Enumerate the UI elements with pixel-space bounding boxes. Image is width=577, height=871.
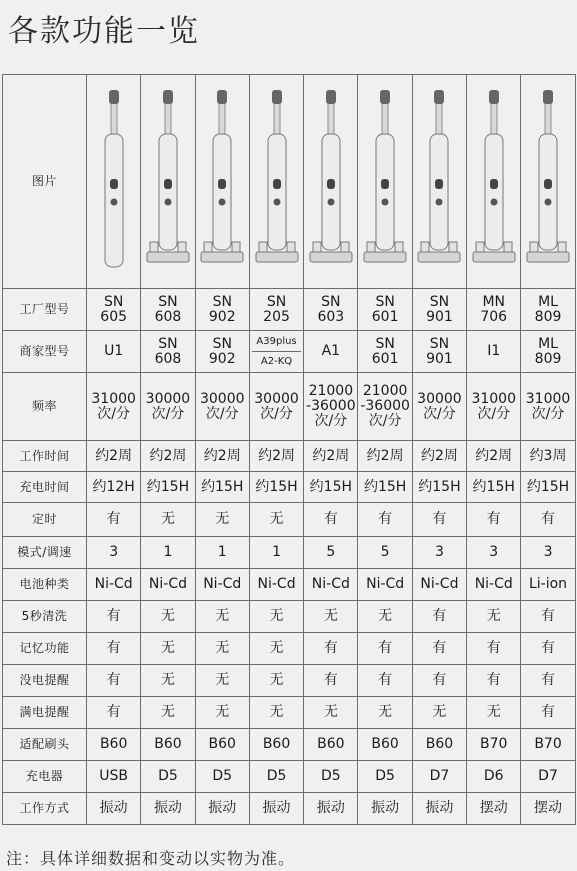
table-cell: Ni-Cd bbox=[87, 569, 141, 601]
product-image-cell bbox=[467, 75, 521, 289]
table-cell: Ni-Cd bbox=[358, 569, 412, 601]
product-image-cell bbox=[195, 75, 249, 289]
table-cell: 有 bbox=[412, 601, 466, 633]
table-cell: B60 bbox=[358, 729, 412, 761]
table-cell: 无 bbox=[141, 665, 195, 697]
row-label: 模式/调速 bbox=[3, 537, 87, 569]
table-cell: 无 bbox=[195, 665, 249, 697]
table-cell: 无 bbox=[141, 633, 195, 665]
table-cell: 振动 bbox=[141, 793, 195, 825]
table-cell: B60 bbox=[412, 729, 466, 761]
table-cell: Li-ion bbox=[521, 569, 575, 601]
table-cell: 无 bbox=[412, 697, 466, 729]
product-image-cell bbox=[521, 75, 575, 289]
table-cell: A1 bbox=[304, 331, 358, 373]
table-cell: 3 bbox=[412, 537, 466, 569]
table-cell: 无 bbox=[141, 503, 195, 537]
table-cell: 约2周 bbox=[304, 441, 358, 472]
table-row bbox=[3, 537, 576, 569]
table-cell: 摆动 bbox=[467, 793, 521, 825]
table-cell: 约15H bbox=[412, 472, 466, 503]
table-cell: B60 bbox=[87, 729, 141, 761]
table-cell: SN 601 bbox=[358, 331, 412, 373]
row-label: 记忆功能 bbox=[3, 633, 87, 665]
table-cell: SN 608 bbox=[141, 289, 195, 331]
table-cell: 有 bbox=[304, 503, 358, 537]
table-cell: 振动 bbox=[249, 793, 303, 825]
table-cell: 无 bbox=[358, 601, 412, 633]
table-cell: 约2周 bbox=[467, 441, 521, 472]
table-cell: SN 608 bbox=[141, 331, 195, 373]
table-cell: 无 bbox=[249, 697, 303, 729]
table-cell: 无 bbox=[467, 601, 521, 633]
product-image-cell bbox=[358, 75, 412, 289]
toothbrush-image bbox=[253, 82, 301, 282]
table-row bbox=[3, 75, 576, 289]
feature-comparison-table bbox=[2, 74, 576, 825]
row-label: 没电提醒 bbox=[3, 665, 87, 697]
table-cell: 约15H bbox=[521, 472, 575, 503]
table-cell: 21000 -36000 次/分 bbox=[304, 373, 358, 441]
table-cell: D7 bbox=[521, 761, 575, 793]
table-cell: MN 706 bbox=[467, 289, 521, 331]
table-cell: 约3周 bbox=[521, 441, 575, 472]
table-cell: 有 bbox=[358, 503, 412, 537]
table-cell: Ni-Cd bbox=[412, 569, 466, 601]
table-cell: D5 bbox=[195, 761, 249, 793]
row-label: 图片 bbox=[3, 75, 87, 289]
table-cell: 有 bbox=[521, 503, 575, 537]
table-cell: USB bbox=[87, 761, 141, 793]
row-label: 工作时间 bbox=[3, 441, 87, 472]
table-cell: 无 bbox=[467, 697, 521, 729]
table-cell: D7 bbox=[412, 761, 466, 793]
row-label: 定时 bbox=[3, 503, 87, 537]
table-cell: 约2周 bbox=[412, 441, 466, 472]
table-row bbox=[3, 601, 576, 633]
table-cell: SN 205 bbox=[249, 289, 303, 331]
table-cell: 无 bbox=[195, 697, 249, 729]
table-cell: D5 bbox=[358, 761, 412, 793]
table-row bbox=[3, 569, 576, 601]
table-cell: Ni-Cd bbox=[141, 569, 195, 601]
table-row bbox=[3, 503, 576, 537]
table-cell: 有 bbox=[412, 503, 466, 537]
table-cell: ML 809 bbox=[521, 289, 575, 331]
table-cell: 21000 -36000 次/分 bbox=[358, 373, 412, 441]
table-cell: 约15H bbox=[358, 472, 412, 503]
table-cell: 有 bbox=[521, 665, 575, 697]
row-label: 充电时间 bbox=[3, 472, 87, 503]
table-cell: 振动 bbox=[87, 793, 141, 825]
table-cell: SN 601 bbox=[358, 289, 412, 331]
row-label: 5秒清洗 bbox=[3, 601, 87, 633]
table-cell: SN 605 bbox=[87, 289, 141, 331]
table-cell: 无 bbox=[141, 601, 195, 633]
row-label: 适配刷头 bbox=[3, 729, 87, 761]
table-cell: 30000 次/分 bbox=[249, 373, 303, 441]
table-cell: ML 809 bbox=[521, 331, 575, 373]
table-cell: 振动 bbox=[358, 793, 412, 825]
table-cell: 无 bbox=[195, 633, 249, 665]
table-cell: 1 bbox=[141, 537, 195, 569]
table-cell: 有 bbox=[87, 633, 141, 665]
model-name-bottom: A2-KQ bbox=[260, 356, 293, 367]
table-cell: U1 bbox=[87, 331, 141, 373]
table-cell: 有 bbox=[412, 633, 466, 665]
table-cell: 约2周 bbox=[87, 441, 141, 472]
table-cell: 31000 次/分 bbox=[87, 373, 141, 441]
table-cell: 无 bbox=[358, 697, 412, 729]
table-cell: 约15H bbox=[467, 472, 521, 503]
table-cell: 30000 次/分 bbox=[412, 373, 466, 441]
table-cell: 31000 次/分 bbox=[467, 373, 521, 441]
table-cell: Ni-Cd bbox=[467, 569, 521, 601]
table-cell: 有 bbox=[521, 633, 575, 665]
row-label: 商家型号 bbox=[3, 331, 87, 373]
table-cell: 1 bbox=[249, 537, 303, 569]
product-image-cell bbox=[141, 75, 195, 289]
table-row bbox=[3, 441, 576, 472]
table-cell: B70 bbox=[521, 729, 575, 761]
table-cell: B60 bbox=[195, 729, 249, 761]
table-cell: SN 902 bbox=[195, 289, 249, 331]
table-cell: 约2周 bbox=[195, 441, 249, 472]
table-cell: 有 bbox=[412, 665, 466, 697]
table-cell: 3 bbox=[87, 537, 141, 569]
table-cell: 30000 次/分 bbox=[195, 373, 249, 441]
table-row bbox=[3, 761, 576, 793]
table-row bbox=[3, 472, 576, 503]
table-row bbox=[3, 697, 576, 729]
row-label: 频率 bbox=[3, 373, 87, 441]
table-cell: SN 902 bbox=[195, 331, 249, 373]
product-image-cell bbox=[412, 75, 466, 289]
table-cell: 振动 bbox=[304, 793, 358, 825]
table-cell: D6 bbox=[467, 761, 521, 793]
table-cell: 有 bbox=[521, 601, 575, 633]
table-cell: B60 bbox=[249, 729, 303, 761]
table-cell: 1 bbox=[195, 537, 249, 569]
table-cell: 有 bbox=[521, 697, 575, 729]
toothbrush-image bbox=[198, 82, 246, 282]
table-cell: 30000 次/分 bbox=[141, 373, 195, 441]
row-label: 工作方式 bbox=[3, 793, 87, 825]
table-cell: 约12H bbox=[87, 472, 141, 503]
table-row bbox=[3, 633, 576, 665]
table-cell: 有 bbox=[87, 503, 141, 537]
table-cell: 3 bbox=[467, 537, 521, 569]
table-cell: 有 bbox=[358, 665, 412, 697]
table-cell: D5 bbox=[249, 761, 303, 793]
table-cell: B60 bbox=[304, 729, 358, 761]
table-cell: SN 901 bbox=[412, 331, 466, 373]
table-cell: Ni-Cd bbox=[249, 569, 303, 601]
table-cell: 有 bbox=[304, 665, 358, 697]
table-row bbox=[3, 373, 576, 441]
row-label: 工厂型号 bbox=[3, 289, 87, 331]
table-row bbox=[3, 331, 576, 373]
toothbrush-image bbox=[90, 82, 138, 282]
table-cell: SN 901 bbox=[412, 289, 466, 331]
table-row bbox=[3, 793, 576, 825]
table-row bbox=[3, 665, 576, 697]
table-cell: 有 bbox=[358, 633, 412, 665]
table-cell: 约15H bbox=[249, 472, 303, 503]
table-cell: Ni-Cd bbox=[304, 569, 358, 601]
table-cell: 无 bbox=[249, 601, 303, 633]
table-cell: 有 bbox=[87, 665, 141, 697]
table-cell: 有 bbox=[467, 503, 521, 537]
table-cell: 无 bbox=[195, 503, 249, 537]
table-cell: 有 bbox=[304, 633, 358, 665]
table-cell: 无 bbox=[249, 665, 303, 697]
table-cell: 无 bbox=[304, 601, 358, 633]
table-cell: 约2周 bbox=[358, 441, 412, 472]
table-cell: 无 bbox=[249, 633, 303, 665]
table-cell: 有 bbox=[87, 697, 141, 729]
toothbrush-image bbox=[524, 82, 572, 282]
table-cell: I1 bbox=[467, 331, 521, 373]
table-cell: B60 bbox=[141, 729, 195, 761]
table-cell: 约2周 bbox=[249, 441, 303, 472]
table-row bbox=[3, 729, 576, 761]
table-cell bbox=[249, 331, 303, 373]
table-cell: 5 bbox=[358, 537, 412, 569]
page-title: 各款功能一览 bbox=[8, 14, 200, 49]
row-label: 电池种类 bbox=[3, 569, 87, 601]
footnote: 注：具体详细数据和变动以实物为准。 bbox=[6, 849, 296, 868]
table-row bbox=[3, 289, 576, 331]
table-cell: 振动 bbox=[412, 793, 466, 825]
product-image-cell bbox=[304, 75, 358, 289]
table-cell: 31000 次/分 bbox=[521, 373, 575, 441]
table-cell: SN 603 bbox=[304, 289, 358, 331]
toothbrush-image bbox=[361, 82, 409, 282]
table-cell: D5 bbox=[141, 761, 195, 793]
toothbrush-image bbox=[415, 82, 463, 282]
row-label: 满电提醒 bbox=[3, 697, 87, 729]
table-cell: 5 bbox=[304, 537, 358, 569]
toothbrush-image bbox=[144, 82, 192, 282]
toothbrush-image bbox=[307, 82, 355, 282]
product-image-cell bbox=[87, 75, 141, 289]
table-cell: 约2周 bbox=[141, 441, 195, 472]
table-cell: 摆动 bbox=[521, 793, 575, 825]
table-cell: 无 bbox=[141, 697, 195, 729]
table-cell: B70 bbox=[467, 729, 521, 761]
table-cell: 振动 bbox=[195, 793, 249, 825]
table-cell: 有 bbox=[467, 665, 521, 697]
table-cell: 有 bbox=[87, 601, 141, 633]
table-cell: 无 bbox=[249, 503, 303, 537]
table-cell: D5 bbox=[304, 761, 358, 793]
table-cell: 有 bbox=[467, 633, 521, 665]
table-cell: 约15H bbox=[304, 472, 358, 503]
toothbrush-image bbox=[470, 82, 518, 282]
table-cell: 无 bbox=[304, 697, 358, 729]
table-cell: 约15H bbox=[141, 472, 195, 503]
row-label: 充电器 bbox=[3, 761, 87, 793]
table-cell: 约15H bbox=[195, 472, 249, 503]
table-cell: 3 bbox=[521, 537, 575, 569]
product-image-cell bbox=[249, 75, 303, 289]
table-cell: Ni-Cd bbox=[195, 569, 249, 601]
model-name-top: A39plus bbox=[252, 334, 301, 352]
table-cell: 无 bbox=[195, 601, 249, 633]
